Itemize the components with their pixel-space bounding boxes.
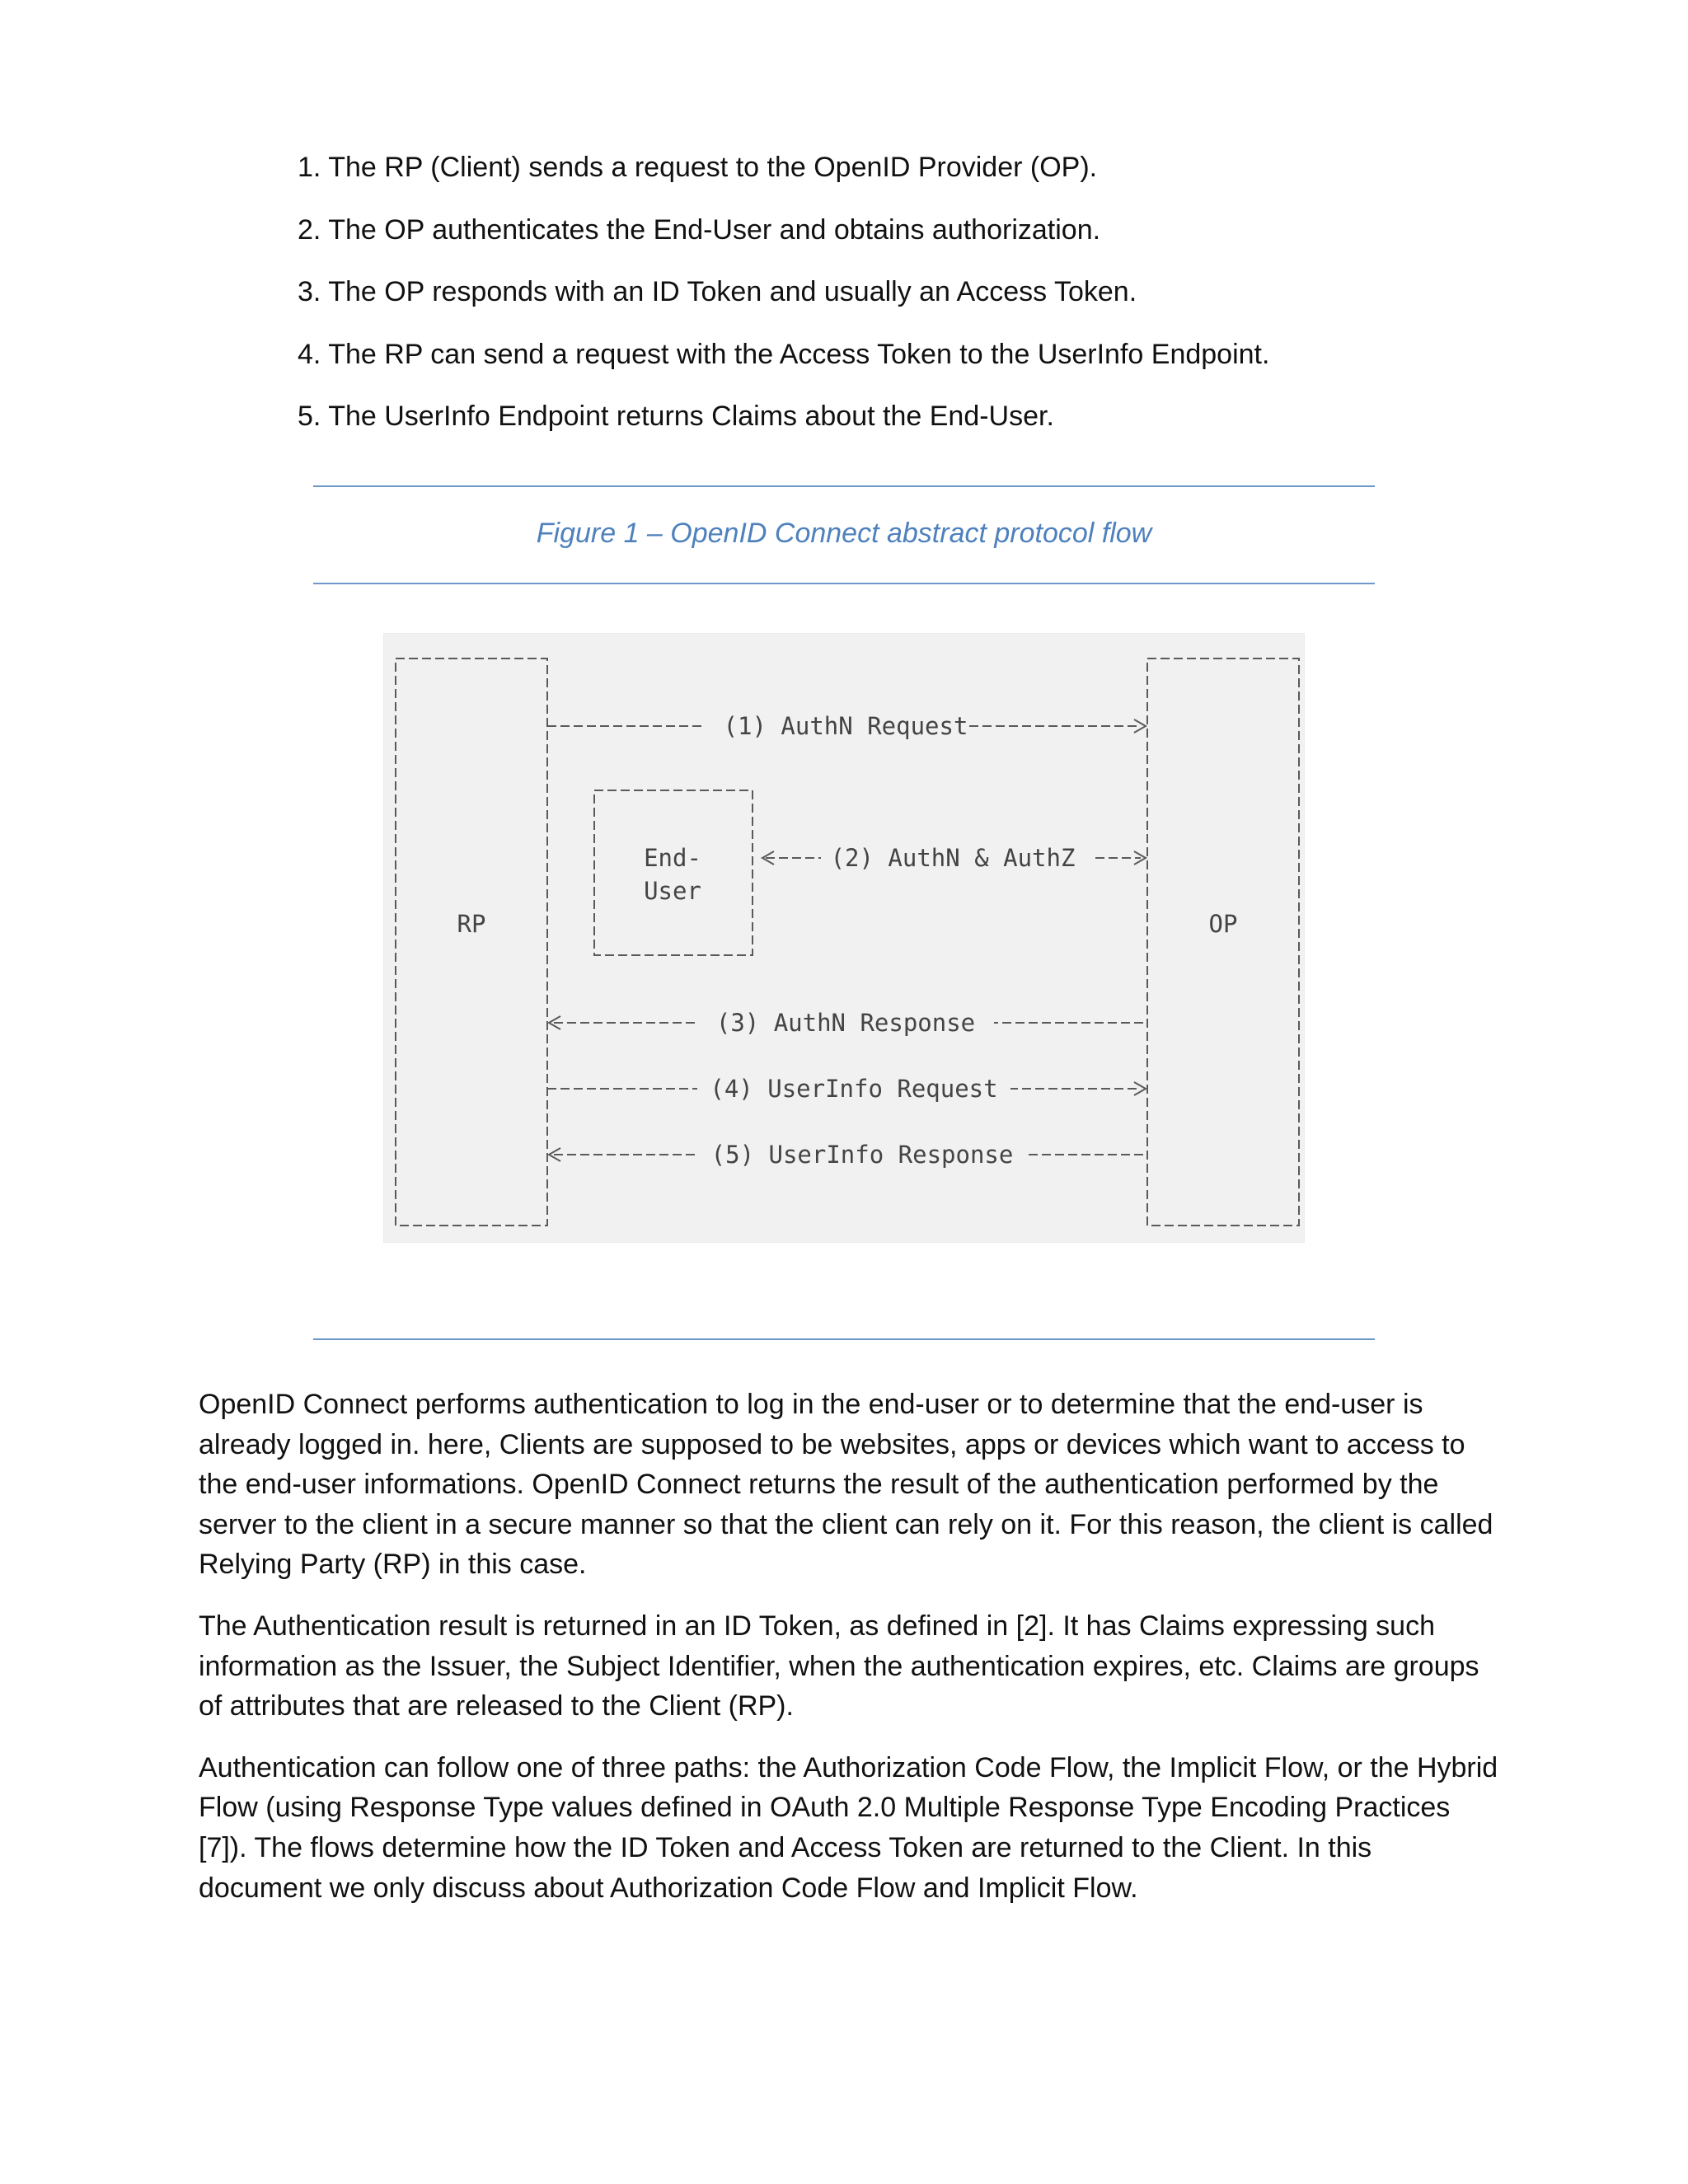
step-number: 5.	[298, 401, 321, 432]
step-item	[298, 334, 1484, 396]
italic-term: ID Token	[620, 1831, 731, 1863]
italic-term: Relying Party (RP)	[199, 1549, 431, 1581]
italic-term: OAuth 2.0 Multiple Response Type Encoding Practices	[770, 1792, 1451, 1824]
italic-term: Implicit Flow	[978, 1872, 1131, 1904]
paragraph	[199, 1385, 1501, 1585]
text-run: The	[328, 401, 385, 432]
text-run: are returned to the	[963, 1831, 1210, 1863]
step-number: 3.	[298, 276, 321, 307]
op-label: OP	[1208, 910, 1238, 938]
italic-term: UserInfo	[384, 401, 490, 432]
text-run: , the	[1106, 1751, 1170, 1783]
caption-bottom-rule	[313, 583, 1375, 584]
step-text	[328, 339, 1269, 370]
italic-term: Response Type	[349, 1792, 544, 1824]
italic-term: Access Token	[790, 1831, 964, 1863]
end-user-label-line1: End-	[644, 844, 701, 872]
protocol-flow-diagram	[384, 634, 1306, 1244]
italic-term: Client	[1209, 1831, 1282, 1863]
text-run: values defined in	[543, 1792, 771, 1824]
step-item	[298, 271, 1484, 334]
message-label-3: (3) AuthN Response	[715, 1009, 976, 1037]
op-box	[1147, 658, 1299, 1226]
italic-term: Authorization Code Flow	[803, 1751, 1107, 1783]
protocol-steps-list	[298, 147, 1484, 458]
italic-term: UserInfo	[1037, 338, 1144, 370]
rp-label: RP	[457, 910, 486, 938]
text-run: Endpoint returns	[490, 401, 712, 432]
step-text	[328, 401, 1054, 432]
text-run: (using	[257, 1792, 350, 1824]
message-label-4: (4) UserInfo Request	[710, 1075, 998, 1103]
message-label-2: (2) AuthN & AuthZ	[830, 844, 1076, 872]
protocol-flow-figure	[383, 633, 1305, 1243]
text-run: about the End-User.	[797, 401, 1054, 432]
text-run: in this case.	[430, 1549, 587, 1581]
italic-term: Claims	[1138, 1610, 1225, 1642]
text-run: , as defined in [2]. It has	[833, 1610, 1139, 1642]
step-text	[328, 152, 1097, 183]
text-run: , or the	[1321, 1751, 1417, 1783]
step-item	[298, 147, 1484, 209]
italic-term: ID Token	[723, 1610, 834, 1642]
paragraph	[199, 1748, 1501, 1908]
figure-caption: Figure 1 – OpenID Connect abstract protocol flow	[536, 518, 1152, 549]
text-run: .	[1130, 1872, 1138, 1904]
italic-term: Claims	[711, 401, 798, 432]
text-run: OpenID Connect performs authentication to log in the end-user or to determine that the end-user is already logged in. here, Clients are supposed to be websites, apps or devices which want to access to the end-user informations. OpenID Connect returns the result of the authentication performed by the server to the client in a secure manner so that the client can rely on it. For this reason, the client is called	[199, 1389, 1493, 1540]
text-run: (RP).	[720, 1690, 794, 1722]
end-user-box	[594, 790, 753, 955]
text-run: [7]). The flows determine how the	[199, 1831, 621, 1863]
end-user-label-line2: User	[644, 877, 701, 905]
step-number: 1.	[298, 152, 321, 183]
text-run: The OP authenticates the End-User and obtains authorization.	[328, 213, 1101, 246]
text-run: Authentication can follow one of three paths: the	[199, 1751, 804, 1783]
rp-box	[396, 658, 547, 1226]
text-run: and	[915, 1872, 978, 1904]
text-run: to the	[951, 338, 1038, 370]
step-text	[328, 214, 1100, 246]
text-run: The Authentication result is returned in an	[199, 1610, 724, 1642]
text-run: expressing such information as the Issuer, the Subject Identifier, when the authentication expires, etc.	[199, 1610, 1435, 1682]
text-run: .	[1128, 276, 1137, 307]
text-run: The OP responds with an	[328, 276, 652, 307]
message-label-1: (1) AuthN Request	[723, 712, 968, 740]
text-run: The RP can send a request with the	[328, 338, 780, 370]
step-text	[328, 276, 1137, 307]
italic-term: Claims	[1251, 1650, 1338, 1682]
italic-term: ID Token	[651, 276, 762, 307]
step-number: 4.	[298, 338, 321, 370]
text-run: and	[730, 1831, 791, 1863]
italic-term: Access Token	[956, 276, 1129, 307]
italic-term: Implicit Flow	[1169, 1751, 1322, 1783]
message-label-5: (5) UserInfo Response	[710, 1141, 1014, 1169]
italic-term: Authorization Code Flow	[609, 1872, 916, 1904]
text-run: Endpoint.	[1143, 338, 1270, 370]
figure-bottom-rule	[313, 1338, 1375, 1340]
italic-term: Client	[649, 1690, 721, 1722]
italic-term: Access Token	[779, 338, 952, 370]
step-item	[298, 396, 1484, 458]
step-number: 2.	[298, 213, 321, 246]
italic-term: Hybrid Flow	[199, 1751, 1498, 1824]
text-run: and usually an	[762, 276, 957, 307]
text-run: . In this document we only discuss about	[199, 1831, 1372, 1904]
paragraph	[199, 1606, 1501, 1727]
text-run: are groups of attributes that are released to the	[199, 1650, 1479, 1722]
body-text	[199, 1385, 1501, 1929]
caption-top-rule	[313, 485, 1375, 487]
step-item	[298, 209, 1484, 272]
text-run: The RP (Client) sends a request to the OpenID Provider (OP).	[328, 152, 1098, 183]
